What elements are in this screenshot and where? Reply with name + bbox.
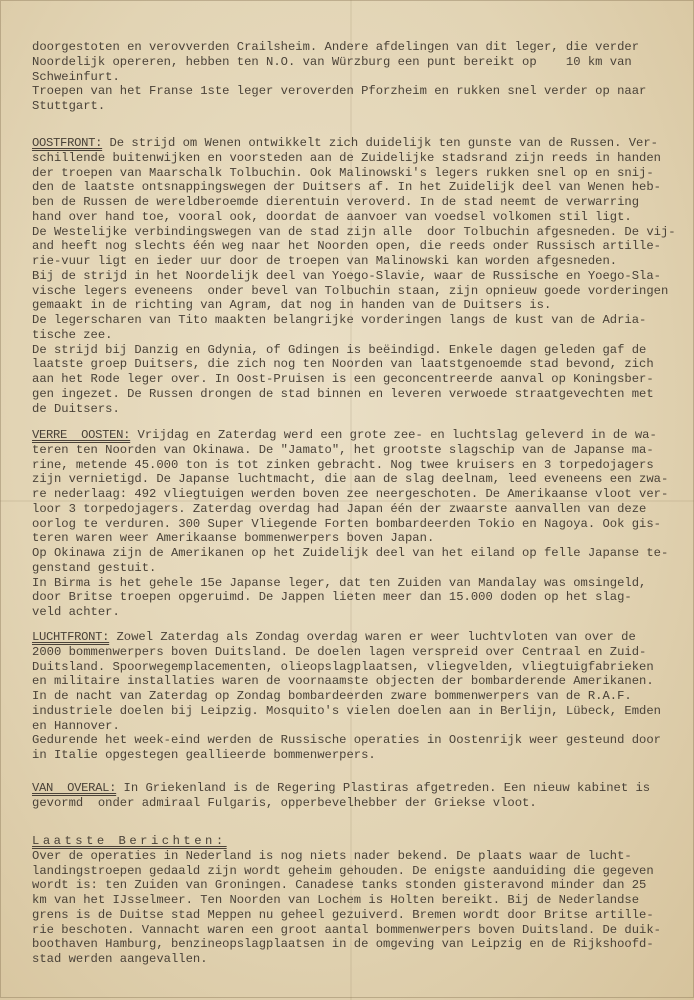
text-line: De strijd bij Danzig en Gdynia, of Gdingen is beëindigd. Enkele dagen geleden gaf de [32, 342, 647, 357]
line-text: Zowel Zaterdag als Zondag overdag waren er weer luchtvloten van over de [116, 630, 636, 644]
text-line: rie-vuur ligt en ieder uur door de troepen van Malinowski kan worden afgesneden. [32, 254, 618, 268]
text-line: industriele doelen bij Leipzig. Mosquito's vielen doelen aan in Berlijn, Lübeck, Emden [32, 703, 661, 718]
text-line: tische zee. [32, 327, 113, 342]
text-line: zijn vernietigd. De Japanse luchtmacht, die aan de slag deelnam, leed eveneens een zwa- [32, 472, 669, 487]
text-line: den de laatste ontsnappingswegen der Duitsers af. In het Zuidelijk deel van Wenen heb- [32, 180, 661, 195]
text-line: teren waren weer Amerikaanse bommenwerpers boven Japan. [32, 531, 435, 546]
section-heading: Laatste Berichten: [32, 834, 227, 848]
line-text: In Griekenland is de Regering Plastiras afgetreden. Een nieuw kabinet is [123, 781, 651, 795]
text-line: der troepen van Maarschalk Tolbuchin. Ook Malinowski's legers rukken snel op en snij- [32, 165, 654, 180]
text-line: Duitsland. Spoorwegemplacementen, olieopslagplaatsen, vliegvelden, vliegtuigfabrieken [32, 659, 654, 674]
text-line: ben de Russen de wereldberoemde dierentuin veroverd. In de stad neemt de verwarring [32, 195, 640, 209]
text-line: In de nacht van Zaterdag op Zondag bombardeerden zware bommenwerpers van de R.A.F. [32, 689, 632, 703]
text-line: Noordelijk opereren, hebben ten N.O. van Würzburg een punt bereikt op 10 km van [32, 54, 632, 69]
line-text: De strijd om Wenen ontwikkelt zich duidelijk ten gunste van de Russen. Ver- [109, 136, 658, 150]
section-oostfront [32, 136, 682, 416]
text-line [32, 136, 682, 151]
text-line: rine, metende 45.000 ton is tot zinken gebracht. Nog twee kruisers en 3 torpedojagers [32, 457, 654, 472]
text-line: gemaakt in de richting van Agram, dat nog in handen van de Duitsers is. [32, 298, 552, 313]
text-line: loor 3 torpedojagers. Zaterdag overdag had Japan één der zwaarste aanvallen van deze [32, 501, 647, 516]
section-heading: VERRE OOSTEN: [32, 428, 131, 442]
text-line: gen ingezet. De Russen drongen de stad binnen en leveren verwoede straatgevechten met [32, 386, 654, 401]
text-line: aan het Rode leger over. In Oost-Pruisen is een geconcentreerde aanval op Koningsber- [32, 372, 654, 386]
section-intro [32, 40, 682, 114]
text-line: wordt is: ten Zuiden van Groningen. Canadese tanks stonden gisteravond minder dan 25 [32, 878, 647, 893]
text-line: en militaire installaties waren de voornaamste objecten der bombarderende Amerikanen. [32, 674, 654, 689]
text-line: genstand gestuit. [32, 560, 157, 575]
text-line [32, 630, 682, 645]
section-heading: LUCHTFRONT: [32, 630, 110, 644]
heading-line [32, 834, 682, 849]
section-verre-oosten [32, 428, 682, 620]
text-line: oorlog te verduren. 300 Super Vliegende Forten bombardeerden Tokio en Nagoya. Ook gis- [32, 516, 661, 531]
line-text: Vrijdag en Zaterdag werd een grote zee- en luchtslag geleverd in de wa- [137, 428, 657, 442]
text-line: doorgestoten en verovverden Crailsheim. Andere afdelingen van dit leger, die verder [32, 40, 640, 54]
text-line: door Britse troepen opgeruimd. De Jappen lieten meer dan 15.000 doden op het slag- [32, 590, 632, 605]
text-line: Op Okinawa zijn de Amerikanen op het Zuidelijk deel van het eiland op felle Japanse te- [32, 546, 669, 560]
text-line: grens is de Duitse stad Meppen nu geheel gezuiverd. Bremen wordt door Britse artille- [32, 907, 654, 922]
section-heading: VAN OVERAL: [32, 781, 117, 795]
text-line: de Duitsers. [32, 401, 120, 416]
text-line: Schweinfurt. [32, 69, 120, 84]
text-line: Troepen van het Franse 1ste leger veroverden Pforzheim en rukken snel verder op naar [32, 84, 647, 99]
text-line: Bij de strijd in het Noordelijk deel van Yoego-Slavie, waar de Russische en Yoego-Sla- [32, 268, 661, 283]
text-line: De legerscharen van Tito maakten belangrijke vorderingen langs de kust van de Adria- [32, 313, 647, 327]
text-line: landingstroepen gedaald zijn wordt geheim gehouden. De enigste aanduiding die gegeven [32, 863, 654, 878]
text-line: vische legers eveneens onder bevel van Tolbuchin staan, zijn opnieuw goede vorderingen [32, 283, 669, 298]
section-van-overal [32, 781, 682, 811]
text-line: gevormd onder admiraal Fulgaris, opperbevelhebber der Griekse vloot. [32, 795, 537, 810]
text-line: boothaven Hamburg, benzineopslagplaatsen in de omgeving van Leipzig en de Rijkshoofd- [32, 937, 654, 952]
section-luchtfront [32, 630, 682, 763]
text-line: Gedurende het week-eind werden de Russische operaties in Oostenrijk weer gesteund door [32, 733, 661, 748]
text-line: teren ten Noorden van Okinawa. De "Jamato", het grootste slagschip van de Japanse ma- [32, 442, 654, 457]
text-line: km van het IJsselmeer. Ten Noorden van Lochem is Holten bereikt. Bij de Nederlandse [32, 893, 640, 907]
text-line [32, 428, 682, 443]
text-line: hand over hand toe, vooral ook, doordat de aanvoer van voedsel volkomen stil ligt. [32, 209, 632, 224]
text-line: en Hannover. [32, 718, 120, 733]
text-line: Over de operaties in Nederland is nog niets nader bekend. De plaats waar de lucht- [32, 848, 632, 863]
text-line: in Italie opgestegen geallieerde bommenwerpers. [32, 748, 376, 762]
text-line [32, 781, 682, 796]
section-laatste-berichten [32, 834, 682, 967]
text-line: rie beschoten. Vannacht waren een groot aantal bommenwerpers boven Duitsland. De duik- [32, 922, 661, 937]
text-line: laatste groep Duitsers, die zich nog ten Noorden van laatstgenoemde stad bevond, zich [32, 357, 654, 372]
text-line: De Westelijke verbindingswegen van de stad zijn alle door Tolbuchin afgesneden. De vij- [32, 224, 676, 239]
text-line: veld achter. [32, 605, 120, 619]
text-line: In Birma is het gehele 15e Japanse leger, dat ten Zuiden van Mandalay was omsingeld, [32, 575, 647, 590]
text-line: 2000 bommenwerpers boven Duitsland. De doelen lagen verspreid over Centraal en Zuid- [32, 644, 647, 659]
text-line: and heeft nog slechts één weg naar het Noorden open, die reeds onder Russisch artille- [32, 239, 661, 254]
text-line: schillende buitenwijken en voorsteden aan de Zuidelijke stadsrand zijn reeds in handen [32, 150, 661, 165]
text-line: re nederlaag: 492 vliegtuigen werden boven zee neergeschoten. De Amerikaanse vloot ver- [32, 487, 669, 501]
section-heading: OOSTFRONT: [32, 136, 103, 150]
text-line: stad werden aangevallen. [32, 952, 208, 966]
text-line: Stuttgart. [32, 99, 106, 113]
